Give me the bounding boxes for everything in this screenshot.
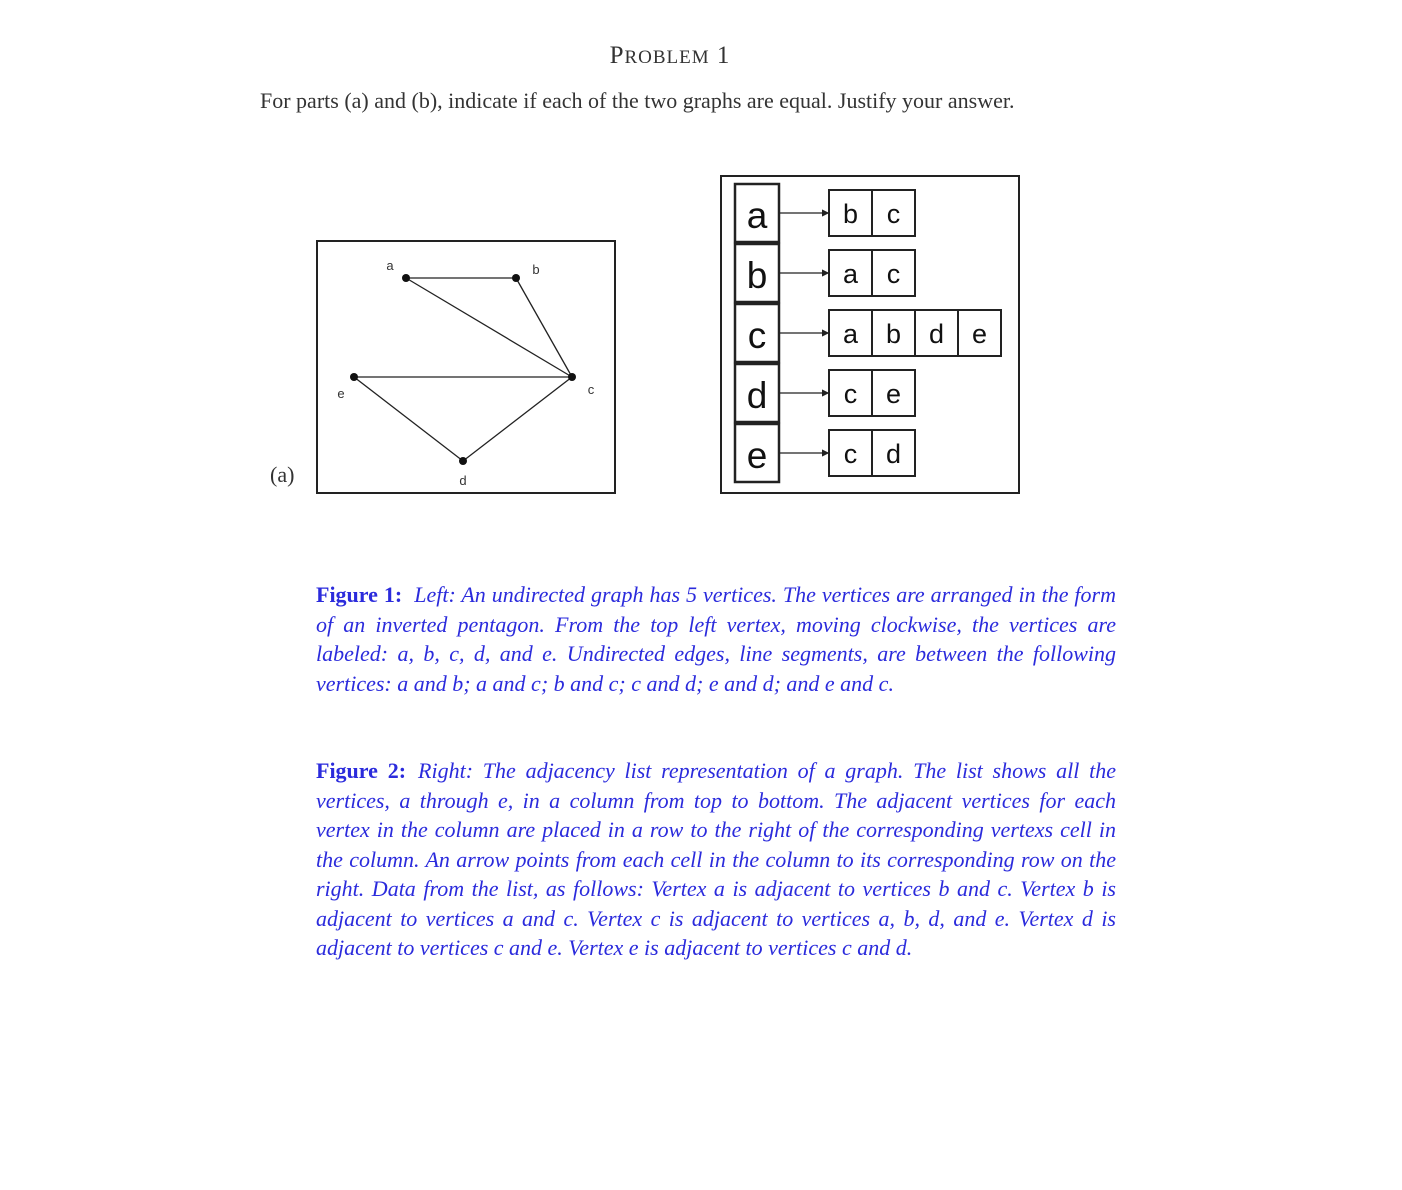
neighbor-label-e-c: c	[843, 439, 858, 469]
neighbor-label-c-b: b	[885, 319, 902, 349]
figure1-caption	[316, 580, 1116, 698]
vertex-cell-label-b: b	[746, 255, 768, 296]
neighbor-label-a-b: b	[842, 199, 859, 229]
figure2-caption-text: Right: The adjacency list representation of a graph. The list shows all the vertices, a through e, in a column from top to bottom. The adjacent vertices for each vertex in the column are placed in a row to the right of the corresponding vertexs cell in the column. An arrow points from each cell in the column to its corresponding row on the right. Data from the list, as follows: Vertex a is adjacent to vertices b and c. Vertex b is adjacent to vertices a and c. Vertex c is adjacent to vertices a, b, d, and e. Vertex d is adjacent to vertices c and e. Vertex e is adjacent to vertices c and d.	[316, 758, 1117, 960]
vertex-label-e: e	[337, 386, 345, 401]
neighbor-label-c-e: e	[971, 319, 988, 349]
figure2-caption-label: Figure 2:	[316, 758, 407, 783]
vertex-label-a: a	[386, 258, 394, 273]
problem-title-rest: ROBLEM	[624, 47, 710, 68]
neighbor-label-c-d: d	[928, 319, 945, 349]
problem-title-initial: P	[609, 42, 625, 69]
vertex-e	[350, 373, 358, 381]
neighbor-label-a-c: c	[886, 199, 901, 229]
figure2-caption	[316, 756, 1116, 963]
vertex-label-d: d	[459, 473, 467, 488]
vertex-cell-label-e: e	[746, 435, 768, 476]
neighbor-label-c-a: a	[842, 319, 859, 349]
problem-title	[0, 42, 1340, 70]
neighbor-label-e-d: d	[885, 439, 902, 469]
problem-intro: For parts (a) and (b), indicate if each of the two graphs are equal. Justify your answer.	[260, 88, 1015, 113]
vertex-cell-label-a: a	[746, 195, 768, 236]
vertex-b	[512, 274, 520, 282]
vertex-cell-label-d: d	[746, 375, 768, 416]
graph-frame	[317, 241, 615, 493]
vertex-cell-label-c: c	[747, 315, 767, 356]
undirected-graph-figure	[316, 240, 616, 494]
figure1-caption-text: Left: An undirected graph has 5 vertices. The vertices are arranged in the form of an inverted pentagon. From the top left vertex, moving clockwise, the vertices are labeled: a, b, c, d, and e. Undirected edges, line segments, are between the following vertices: a and b; a and c; b and c; c and d; e and d; and e and c.	[316, 582, 1116, 696]
vertex-a	[402, 274, 410, 282]
figure1-caption-label: Figure 1:	[316, 582, 403, 607]
neighbor-label-d-c: c	[843, 379, 858, 409]
neighbor-label-b-c: c	[886, 259, 901, 289]
adjacency-list-figure	[720, 175, 1020, 495]
neighbor-label-d-e: e	[885, 379, 902, 409]
problem-number: 1	[716, 42, 731, 69]
neighbor-label-b-a: a	[842, 259, 859, 289]
vertex-label-c: c	[587, 382, 595, 397]
vertex-d	[459, 457, 467, 465]
part-a-label: (a)	[270, 462, 295, 487]
vertex-label-b: b	[532, 262, 540, 277]
vertex-c	[568, 373, 576, 381]
